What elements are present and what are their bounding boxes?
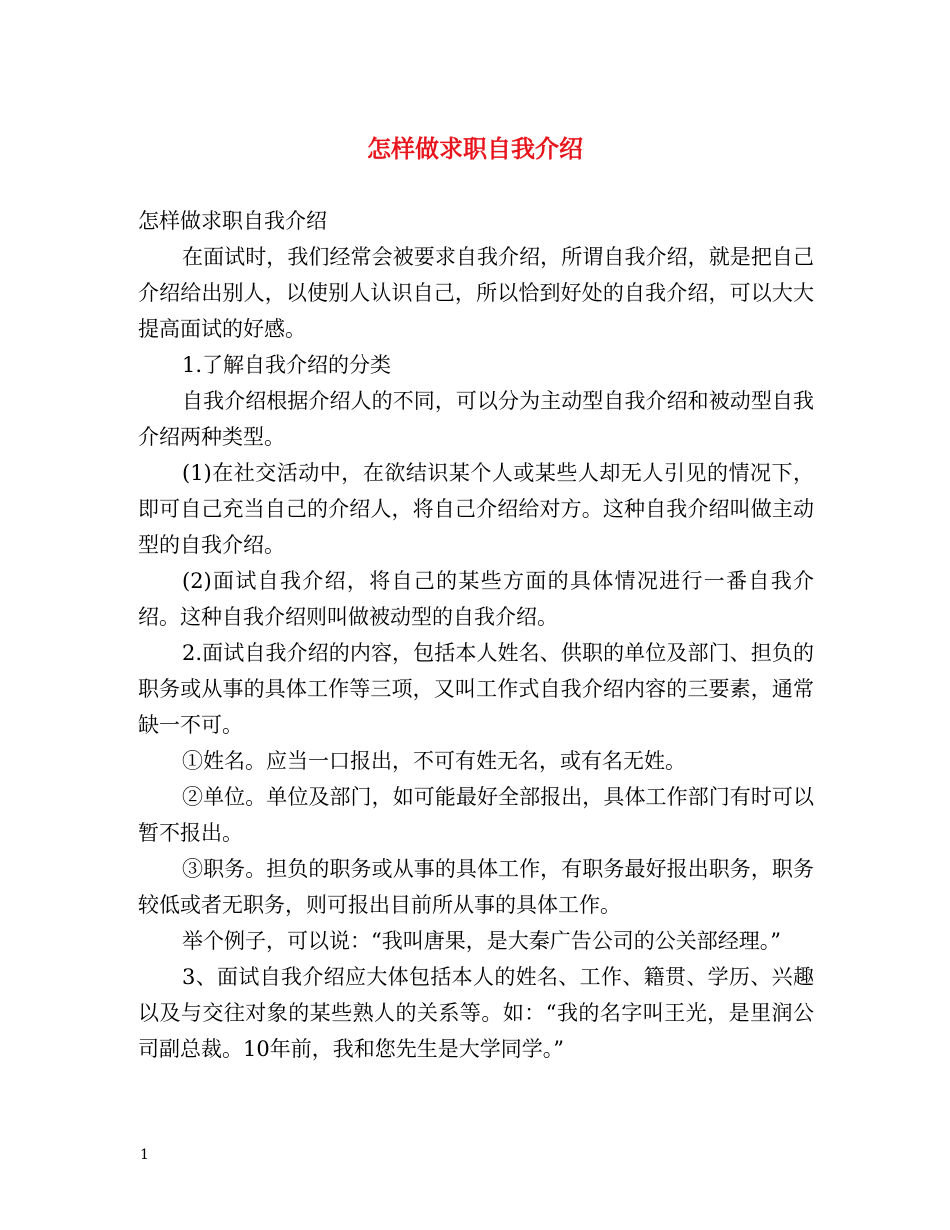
- paragraph-unit-item: ②单位。单位及部门，如可能最好全部报出，具体工作部门有时可以暂不报出。: [138, 785, 814, 845]
- paragraph-passive-type: (2)面试自我介绍，将自己的某些方面的具体情况进行一番自我介绍。这种自我介绍则叫做被动型的自我介绍。: [138, 569, 814, 629]
- paragraph-name-item: ①姓名。应当一口报出，不可有姓无名，或有名无姓。: [182, 749, 686, 773]
- document-title: 怎样做求职自我介绍: [367, 134, 583, 163]
- paragraph-example: 举个例子，可以说：“我叫唐果，是大秦广告公司的公关部经理。”: [182, 929, 781, 953]
- paragraph-subtitle: 怎样做求职自我介绍: [138, 209, 327, 233]
- paragraph-intro: 在面试时，我们经常会被要求自我介绍，所谓自我介绍，就是把自己介绍给出别人，以使别人认识自己，所以恰到好处的自我介绍，可以大大提高面试的好感。: [138, 245, 814, 341]
- paragraph-classification: 自我介绍根据介绍人的不同，可以分为主动型自我介绍和被动型自我介绍两种类型。: [138, 389, 814, 449]
- paragraph-heading-classification: 1.了解自我介绍的分类: [182, 353, 392, 377]
- paragraph-active-type: (1)在社交活动中，在欲结识某个人或某些人却无人引见的情况下，即可自己充当自己的介绍人，将自己介绍给对方。这种自我介绍叫做主动型的自我介绍。: [138, 461, 814, 557]
- paragraph-general-content: 3、面试自我介绍应大体包括本人的姓名、工作、籍贯、学历、兴趣以及与交往对象的某些熟人的关系等。如：“我的名字叫王光，是里润公司副总裁。10年前，我和您先生是大学同学。”: [138, 965, 814, 1061]
- paragraph-position-item: ③职务。担负的职务或从事的具体工作，有职务最好报出职务，职务较低或者无职务，则可报出目前所从事的具体工作。: [138, 857, 814, 917]
- document-body: [138, 203, 814, 1067]
- paragraph-content: 2.面试自我介绍的内容，包括本人姓名、供职的单位及部门、担负的职务或从事的具体工作等三项，又叫工作式自我介绍内容的三要素，通常缺一不可。: [138, 641, 814, 737]
- page-number: 1: [140, 1147, 149, 1163]
